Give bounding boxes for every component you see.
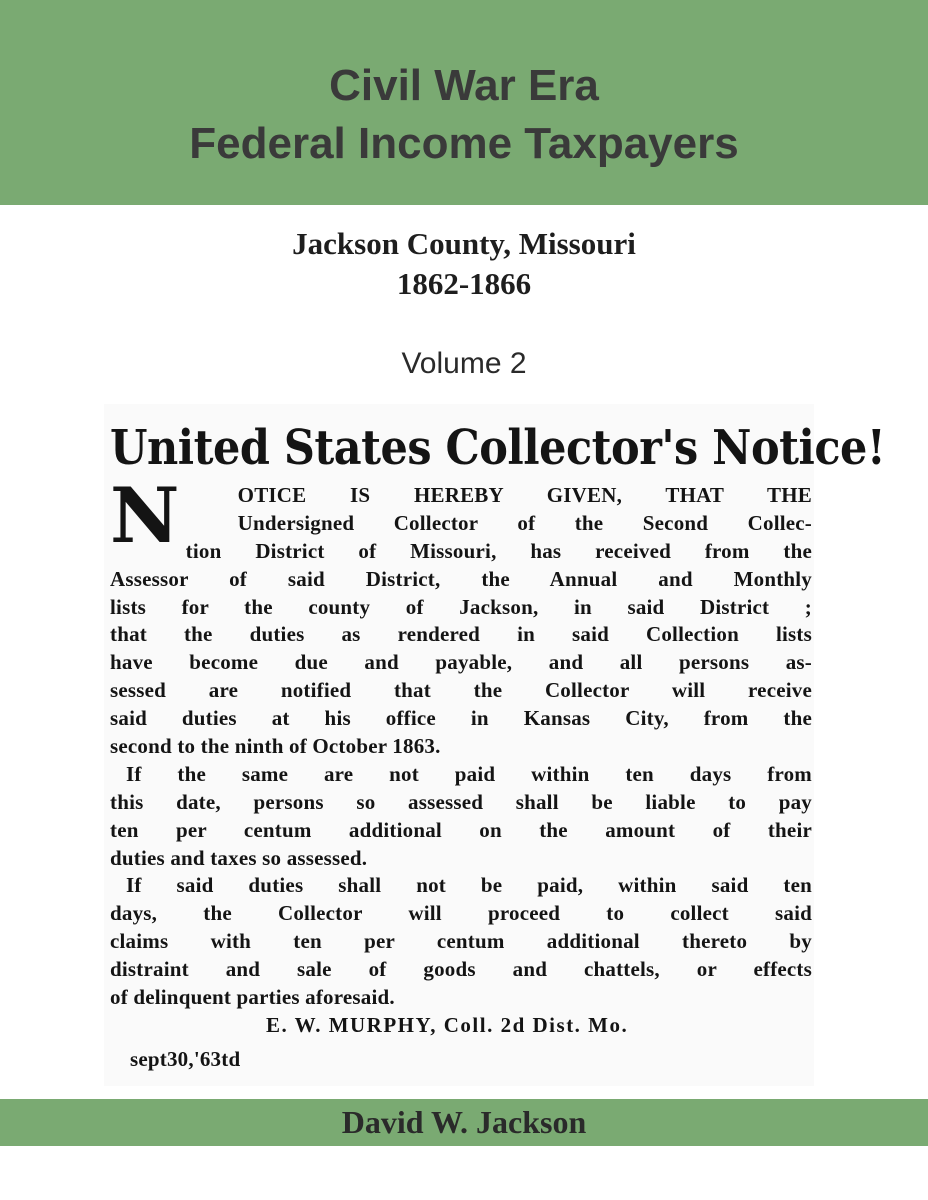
clipping-drop-cap: N (110, 471, 180, 560)
author-name: David W. Jackson (341, 1104, 587, 1140)
clipping-line: Undersigned Collector of the Second Collec- (237, 510, 812, 535)
clipping-line: If the same are not paid within ten days from (126, 761, 812, 786)
book-title-line1: Civil War Era (329, 61, 599, 110)
clipping-line: ten per centum additional on the amount of their (110, 817, 812, 842)
clipping-line: distraint and sale of goods and chattels, or effects (110, 957, 812, 982)
clipping-line: Assessor of said District, the Annual and Monthly (110, 566, 812, 591)
clipping-line: tion District of Missouri, has received from the (185, 538, 812, 563)
clipping-signature: E. W. MURPHY, Coll. 2d Dist. Mo. (266, 1012, 629, 1037)
clipping-line: lists for the county of Jackson, in said District ; (110, 594, 812, 619)
volume-label: Volume 2 (401, 347, 527, 380)
clipping-line: this date, persons so assessed shall be liable to pay (110, 789, 812, 814)
clipping-body (110, 471, 812, 1074)
newspaper-clipping (104, 404, 886, 1086)
clipping-line: duties and taxes so assessed. (110, 845, 368, 870)
book-title-line2: Federal Income Taxpayers (189, 119, 739, 168)
clipping-headline: United States Collector's Notice! (110, 420, 886, 477)
clipping-line: said duties at his office in Kansas City, from the (110, 706, 812, 731)
book-subtitle-years: 1862-1866 (396, 266, 532, 301)
clipping-dateline: sept30,'63td (130, 1046, 241, 1071)
clipping-line: OTICE IS HEREBY GIVEN, THAT THE (237, 483, 812, 507)
clipping-line: of delinquent parties aforesaid. (110, 985, 395, 1010)
clipping-line: have become due and payable, and all persons as- (110, 650, 812, 675)
clipping-line: sessed are notified that the Collector will receive (110, 678, 812, 703)
clipping-line: If said duties shall not be paid, within said ten (126, 873, 812, 898)
clipping-line: second to the ninth of October 1863. (110, 734, 441, 759)
clipping-line: that the duties as rendered in said Collection lists (110, 622, 812, 647)
book-subtitle-location: Jackson County, Missouri (292, 226, 636, 261)
clipping-line: days, the Collector will proceed to collect said (110, 901, 812, 926)
clipping-line: claims with ten per centum additional thereto by (110, 929, 812, 954)
